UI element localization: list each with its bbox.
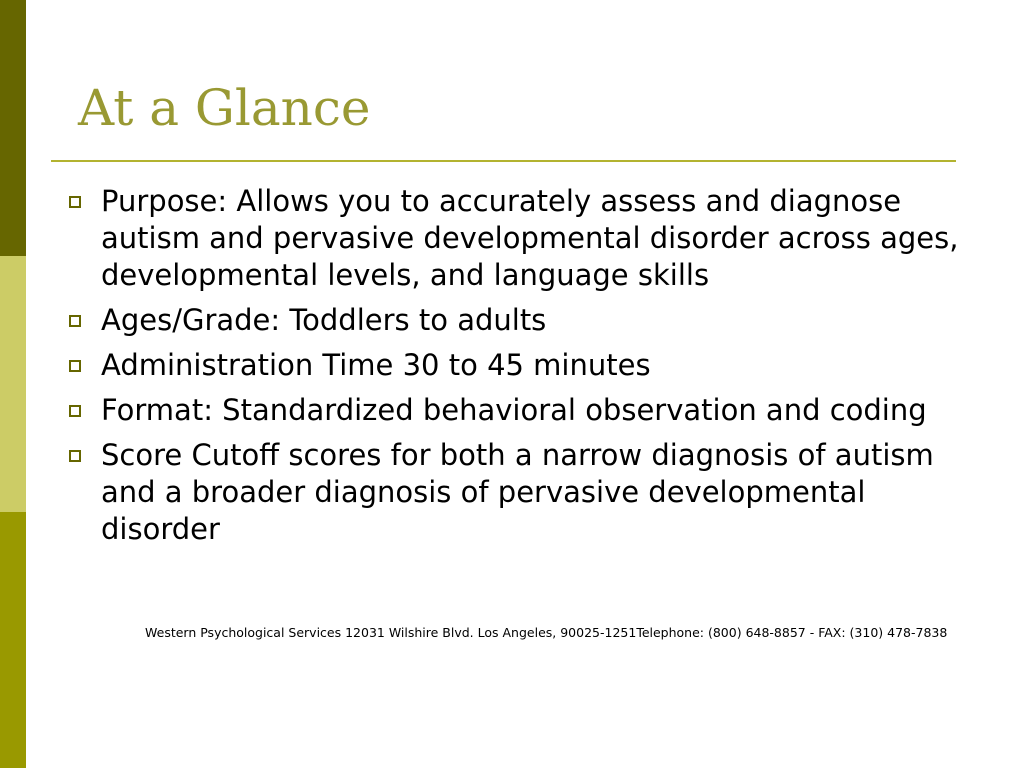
square-bullet-icon (69, 196, 81, 208)
bullet-text: Format: Standardized behavioral observation and coding (101, 393, 927, 427)
sidebar-accent-top (0, 0, 26, 256)
square-bullet-icon (69, 450, 81, 462)
square-bullet-icon (69, 405, 81, 417)
bullet-text: Ages/Grade: Toddlers to adults (101, 303, 547, 337)
bullet-administration-time (64, 347, 964, 384)
square-bullet-icon (69, 360, 81, 372)
bullet-text: Administration Time 30 to 45 minutes (101, 348, 651, 382)
bullet-list (64, 183, 964, 556)
sidebar-accent-bottom (0, 512, 26, 768)
bullet-score (64, 437, 964, 548)
bullet-ages (64, 302, 964, 339)
title-divider (51, 160, 956, 162)
bullet-purpose (64, 183, 964, 294)
square-bullet-icon (69, 315, 81, 327)
sidebar-accent-middle (0, 256, 26, 512)
bullet-text: Score Cutoff scores for both a narrow diagnosis of autism and a broader diagnosis of pervasive developmental disorder (101, 438, 934, 546)
bullet-format (64, 392, 964, 429)
bullet-text: Purpose: Allows you to accurately assess and diagnose autism and pervasive developmental disorder across ages, developmental levels, and language skills (101, 184, 959, 292)
slide-title: At a Glance (78, 79, 371, 137)
publisher-footnote: Western Psychological Services 12031 Wilshire Blvd. Los Angeles, 90025-1251Telephone: (800) 648-8857 - FAX: (310) 478-7838 (145, 625, 948, 640)
